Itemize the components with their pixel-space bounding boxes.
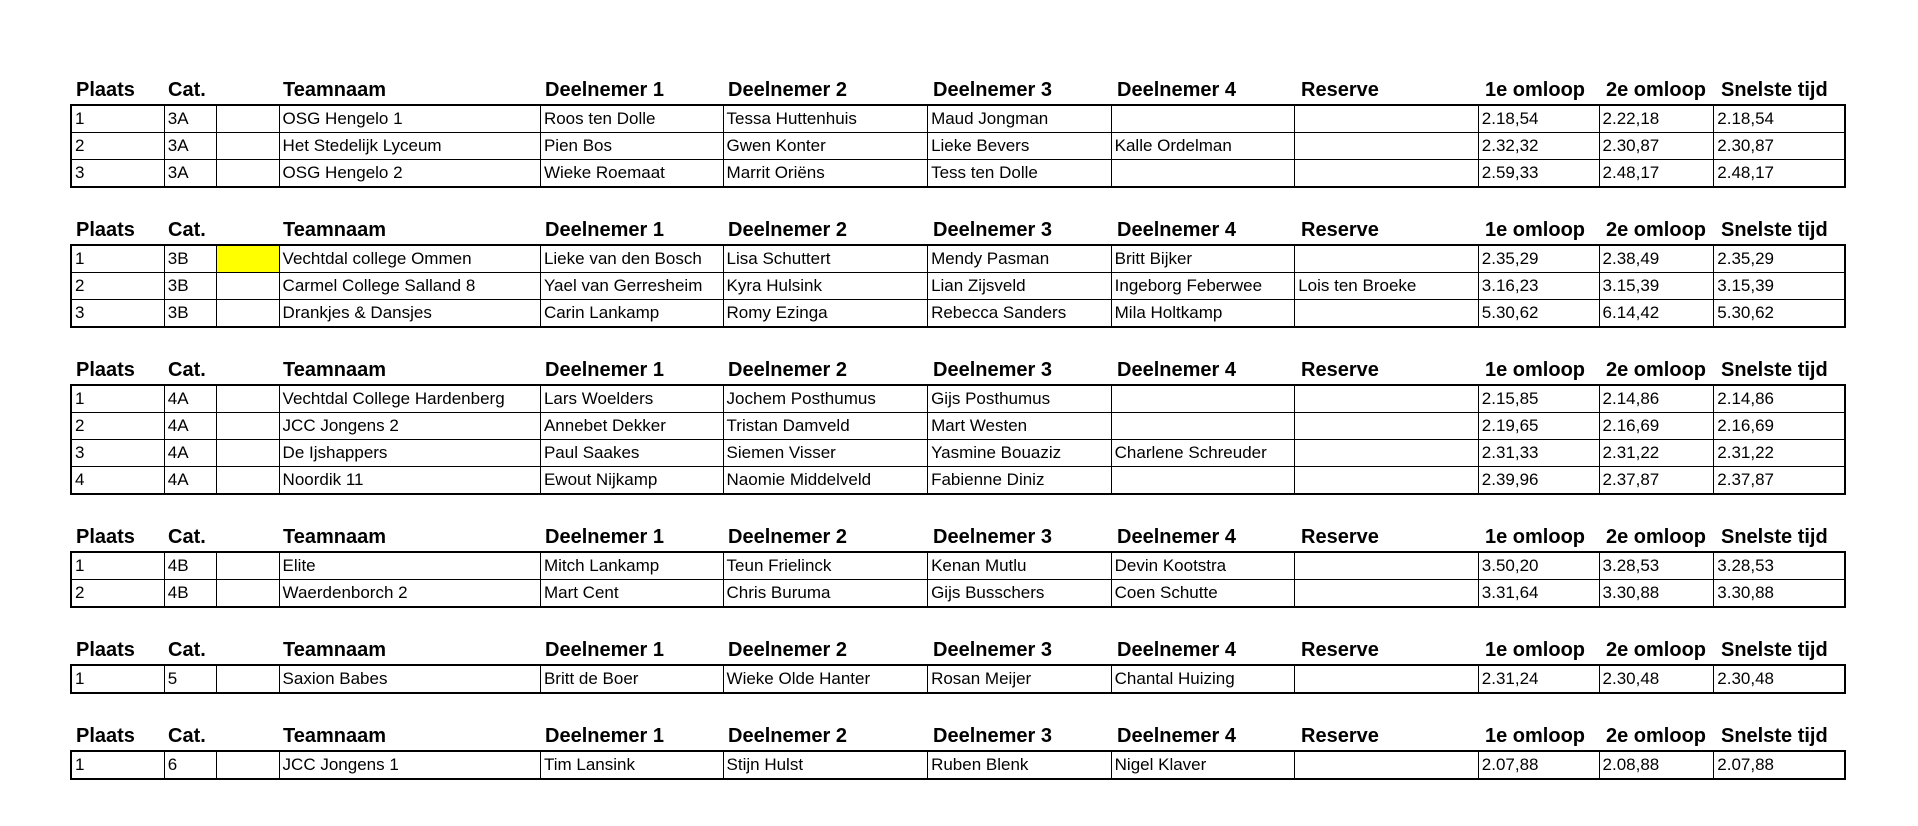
cell-reserve[interactable] <box>1294 106 1478 132</box>
results-table <box>70 384 1846 495</box>
cell-deelnemer-3[interactable]: Tess ten Dolle <box>927 160 1111 186</box>
cell-omloop-2[interactable]: 6.14,42 <box>1599 300 1714 326</box>
header-row <box>70 356 1846 384</box>
cell-extra[interactable] <box>216 666 279 692</box>
cell-reserve[interactable] <box>1294 553 1478 579</box>
cell-omloop-1[interactable]: 3.16,23 <box>1478 273 1599 299</box>
cell-teamnaam[interactable]: OSG Hengelo 1 <box>279 106 540 132</box>
header-teamnaam: Teamnaam <box>283 359 387 381</box>
header-omloop-1: 1e omloop <box>1485 219 1586 241</box>
table-row <box>72 752 1844 778</box>
header-omloop-1: 1e omloop <box>1485 359 1586 381</box>
cell-deelnemer-3[interactable]: Rebecca Sanders <box>927 300 1111 326</box>
header-cat: Cat. <box>168 219 206 241</box>
cell-deelnemer-1[interactable]: Wieke Roemaat <box>540 160 723 186</box>
cell-extra[interactable] <box>216 160 279 186</box>
header-plaats: Plaats <box>76 725 135 747</box>
cell-extra[interactable] <box>216 273 279 299</box>
cell-cat[interactable]: 4A <box>164 386 216 412</box>
cell-plaats[interactable]: 1 <box>75 755 85 774</box>
cell-plaats[interactable]: 1 <box>75 109 85 128</box>
cell-reserve[interactable] <box>1294 133 1478 159</box>
cell-teamnaam[interactable]: Het Stedelijk Lyceum <box>279 133 540 159</box>
cell-extra[interactable] <box>216 133 279 159</box>
header-reserve: Reserve <box>1301 359 1379 381</box>
cell-deelnemer-1[interactable]: Pien Bos <box>540 133 723 159</box>
cell-plaats[interactable]: 2 <box>75 136 85 155</box>
header-deelnemer-1: Deelnemer 1 <box>545 359 664 381</box>
cell-deelnemer-1[interactable]: Yael van Gerresheim <box>540 273 723 299</box>
cell-reserve[interactable] <box>1294 467 1478 493</box>
cell-omloop-2[interactable]: 3.15,39 <box>1599 273 1714 299</box>
cell-omloop-2[interactable]: 3.30,88 <box>1599 580 1714 606</box>
cell-omloop-2[interactable]: 2.14,86 <box>1599 386 1714 412</box>
header-teamnaam: Teamnaam <box>283 725 387 747</box>
cell-deelnemer-3[interactable]: Yasmine Bouaziz <box>927 440 1111 466</box>
header-omloop-1: 1e omloop <box>1485 79 1586 101</box>
cell-teamnaam[interactable]: Drankjes & Dansjes <box>279 300 540 326</box>
header-plaats: Plaats <box>76 79 135 101</box>
cell-omloop-1[interactable]: 3.50,20 <box>1478 553 1599 579</box>
cell-deelnemer-4[interactable] <box>1111 160 1295 186</box>
cell-deelnemer-4[interactable]: Chantal Huizing <box>1111 666 1295 692</box>
cell-deelnemer-1[interactable]: Roos ten Dolle <box>540 106 723 132</box>
header-deelnemer-1: Deelnemer 1 <box>545 639 664 661</box>
cell-deelnemer-3[interactable]: Mendy Pasman <box>927 246 1111 272</box>
results-table <box>70 244 1846 328</box>
header-omloop-1: 1e omloop <box>1485 639 1586 661</box>
header-deelnemer-2: Deelnemer 2 <box>728 725 847 747</box>
cell-plaats[interactable]: 1 <box>75 389 85 408</box>
table-row <box>72 412 1844 439</box>
header-teamnaam: Teamnaam <box>283 79 387 101</box>
cell-deelnemer-3[interactable]: Gijs Busschers <box>927 580 1111 606</box>
cell-cat[interactable]: 3A <box>164 133 216 159</box>
cell-deelnemer-2[interactable]: Wieke Olde Hanter <box>723 666 928 692</box>
header-reserve: Reserve <box>1301 526 1379 548</box>
cell-teamnaam[interactable]: JCC Jongens 1 <box>279 752 540 778</box>
cell-reserve[interactable] <box>1294 752 1478 778</box>
cell-omloop-1[interactable]: 2.07,88 <box>1478 752 1599 778</box>
cell-deelnemer-2[interactable]: Marrit Oriëns <box>723 160 928 186</box>
cell-omloop-1[interactable]: 2.31,24 <box>1478 666 1599 692</box>
table-row <box>72 132 1844 159</box>
cell-deelnemer-4[interactable]: Charlene Schreuder <box>1111 440 1295 466</box>
header-deelnemer-4: Deelnemer 4 <box>1117 219 1236 241</box>
cell-extra[interactable] <box>216 386 279 412</box>
cell-omloop-1[interactable]: 2.18,54 <box>1478 106 1599 132</box>
cell-snelste-tijd[interactable]: 2.31,22 <box>1713 440 1844 466</box>
table-row <box>72 246 1844 272</box>
cell-extra[interactable] <box>216 413 279 439</box>
cell-deelnemer-1[interactable]: Tim Lansink <box>540 752 723 778</box>
cell-reserve[interactable]: Lois ten Broeke <box>1294 273 1478 299</box>
header-cat: Cat. <box>168 526 206 548</box>
cell-deelnemer-3[interactable]: Kenan Mutlu <box>927 553 1111 579</box>
header-omloop-2: 2e omloop <box>1606 526 1707 548</box>
cell-omloop-2[interactable]: 2.48,17 <box>1599 160 1714 186</box>
header-deelnemer-4: Deelnemer 4 <box>1117 639 1236 661</box>
cell-reserve[interactable] <box>1294 413 1478 439</box>
cell-snelste-tijd[interactable]: 2.16,69 <box>1713 413 1844 439</box>
header-deelnemer-3: Deelnemer 3 <box>933 79 1052 101</box>
cell-teamnaam[interactable]: Waerdenborch 2 <box>279 580 540 606</box>
cell-deelnemer-1[interactable]: Mart Cent <box>540 580 723 606</box>
header-cat: Cat. <box>168 725 206 747</box>
results-table <box>70 664 1846 694</box>
cell-teamnaam[interactable]: OSG Hengelo 2 <box>279 160 540 186</box>
cell-omloop-2[interactable]: 2.30,48 <box>1599 666 1714 692</box>
cell-omloop-2[interactable]: 3.28,53 <box>1599 553 1714 579</box>
cell-teamnaam[interactable]: Vechtdal college Ommen <box>279 246 540 272</box>
cell-cat[interactable]: 3B <box>164 246 216 272</box>
header-plaats: Plaats <box>76 219 135 241</box>
header-plaats: Plaats <box>76 359 135 381</box>
cell-cat[interactable]: 3B <box>164 300 216 326</box>
cell-deelnemer-2[interactable]: Romy Ezinga <box>723 300 928 326</box>
table-row <box>72 553 1844 579</box>
cell-deelnemer-1[interactable]: Annebet Dekker <box>540 413 723 439</box>
header-omloop-1: 1e omloop <box>1485 725 1586 747</box>
header-snelste-tijd: Snelste tijd <box>1721 219 1828 241</box>
cell-deelnemer-2[interactable]: Kyra Hulsink <box>723 273 928 299</box>
header-teamnaam: Teamnaam <box>283 639 387 661</box>
cell-reserve[interactable] <box>1294 580 1478 606</box>
cell-reserve[interactable] <box>1294 666 1478 692</box>
cell-teamnaam[interactable]: Saxion Babes <box>279 666 540 692</box>
cell-plaats[interactable]: 2 <box>75 583 85 602</box>
results-table <box>70 551 1846 608</box>
header-deelnemer-2: Deelnemer 2 <box>728 526 847 548</box>
cell-deelnemer-2[interactable]: Tristan Damveld <box>723 413 928 439</box>
cell-deelnemer-4[interactable] <box>1111 386 1295 412</box>
header-deelnemer-3: Deelnemer 3 <box>933 639 1052 661</box>
table-row <box>72 106 1844 132</box>
cell-deelnemer-3[interactable]: Fabienne Diniz <box>927 467 1111 493</box>
cell-omloop-1[interactable]: 2.59,33 <box>1478 160 1599 186</box>
cell-deelnemer-3[interactable]: Maud Jongman <box>927 106 1111 132</box>
header-omloop-2: 2e omloop <box>1606 639 1707 661</box>
table-row <box>72 439 1844 466</box>
cell-extra[interactable] <box>216 553 279 579</box>
cell-snelste-tijd[interactable]: 2.18,54 <box>1713 106 1844 132</box>
cell-cat[interactable]: 4A <box>164 413 216 439</box>
cell-teamnaam[interactable]: Noordik 11 <box>279 467 540 493</box>
cell-teamnaam[interactable]: Elite <box>279 553 540 579</box>
header-cat: Cat. <box>168 359 206 381</box>
cell-deelnemer-4[interactable] <box>1111 106 1295 132</box>
cell-plaats[interactable]: 3 <box>75 443 85 462</box>
cell-deelnemer-3[interactable]: Rosan Meijer <box>927 666 1111 692</box>
header-cat: Cat. <box>168 79 206 101</box>
cell-plaats[interactable]: 4 <box>75 470 85 489</box>
header-reserve: Reserve <box>1301 725 1379 747</box>
header-snelste-tijd: Snelste tijd <box>1721 359 1828 381</box>
table-row <box>72 386 1844 412</box>
header-omloop-1: 1e omloop <box>1485 526 1586 548</box>
header-omloop-2: 2e omloop <box>1606 725 1707 747</box>
header-deelnemer-1: Deelnemer 1 <box>545 79 664 101</box>
cell-cat[interactable]: 3A <box>164 160 216 186</box>
cell-deelnemer-1[interactable]: Britt de Boer <box>540 666 723 692</box>
cell-omloop-2[interactable]: 2.38,49 <box>1599 246 1714 272</box>
header-deelnemer-3: Deelnemer 3 <box>933 526 1052 548</box>
cell-plaats[interactable]: 1 <box>75 249 85 268</box>
cell-snelste-tijd[interactable]: 2.14,86 <box>1713 386 1844 412</box>
cell-snelste-tijd[interactable]: 2.07,88 <box>1713 752 1844 778</box>
cell-snelste-tijd[interactable]: 2.35,29 <box>1713 246 1844 272</box>
header-row <box>70 523 1846 551</box>
cell-cat[interactable]: 4B <box>164 580 216 606</box>
header-reserve: Reserve <box>1301 639 1379 661</box>
cell-extra[interactable] <box>216 440 279 466</box>
cell-teamnaam[interactable]: Vechtdal College Hardenberg <box>279 386 540 412</box>
header-teamnaam: Teamnaam <box>283 526 387 548</box>
header-deelnemer-3: Deelnemer 3 <box>933 219 1052 241</box>
cell-cat[interactable]: 3B <box>164 273 216 299</box>
header-deelnemer-1: Deelnemer 1 <box>545 526 664 548</box>
cell-snelste-tijd[interactable]: 3.15,39 <box>1713 273 1844 299</box>
cell-reserve[interactable] <box>1294 386 1478 412</box>
header-row <box>70 722 1846 750</box>
cell-plaats[interactable]: 2 <box>75 416 85 435</box>
table-row <box>72 272 1844 299</box>
header-omloop-2: 2e omloop <box>1606 219 1707 241</box>
table-row <box>72 299 1844 326</box>
header-deelnemer-2: Deelnemer 2 <box>728 219 847 241</box>
cell-deelnemer-1[interactable]: Ewout Nijkamp <box>540 467 723 493</box>
cell-plaats[interactable]: 1 <box>75 556 85 575</box>
cell-extra[interactable] <box>216 752 279 778</box>
header-deelnemer-4: Deelnemer 4 <box>1117 725 1236 747</box>
table-row <box>72 159 1844 186</box>
cell-omloop-2[interactable]: 2.08,88 <box>1599 752 1714 778</box>
cell-snelste-tijd[interactable]: 2.48,17 <box>1713 160 1844 186</box>
cell-plaats[interactable]: 1 <box>75 669 85 688</box>
cell-omloop-1[interactable]: 2.15,85 <box>1478 386 1599 412</box>
header-deelnemer-2: Deelnemer 2 <box>728 79 847 101</box>
header-snelste-tijd: Snelste tijd <box>1721 639 1828 661</box>
results-table <box>70 104 1846 188</box>
cell-reserve[interactable] <box>1294 160 1478 186</box>
cell-extra[interactable] <box>216 580 279 606</box>
cell-teamnaam[interactable]: Carmel College Salland 8 <box>279 273 540 299</box>
header-reserve: Reserve <box>1301 79 1379 101</box>
cell-omloop-1[interactable]: 5.30,62 <box>1478 300 1599 326</box>
results-section <box>70 216 1846 328</box>
results-section <box>70 76 1846 188</box>
cell-deelnemer-4[interactable]: Kalle Ordelman <box>1111 133 1295 159</box>
cell-deelnemer-3[interactable]: Lieke Bevers <box>927 133 1111 159</box>
table-row <box>72 579 1844 606</box>
cell-extra[interactable] <box>216 300 279 326</box>
cell-snelste-tijd[interactable]: 2.30,48 <box>1713 666 1844 692</box>
cell-deelnemer-1[interactable]: Paul Saakes <box>540 440 723 466</box>
header-row <box>70 76 1846 104</box>
header-row <box>70 216 1846 244</box>
cell-deelnemer-4[interactable] <box>1111 413 1295 439</box>
cell-deelnemer-2[interactable]: Naomie Middelveld <box>723 467 928 493</box>
cell-deelnemer-2[interactable]: Jochem Posthumus <box>723 386 928 412</box>
cell-omloop-1[interactable]: 2.35,29 <box>1478 246 1599 272</box>
header-omloop-2: 2e omloop <box>1606 359 1707 381</box>
cell-deelnemer-2[interactable]: Siemen Visser <box>723 440 928 466</box>
cell-cat[interactable]: 3A <box>164 106 216 132</box>
cell-omloop-1[interactable]: 2.31,33 <box>1478 440 1599 466</box>
cell-deelnemer-1[interactable]: Lars Woelders <box>540 386 723 412</box>
cell-teamnaam[interactable]: De Ijshappers <box>279 440 540 466</box>
header-deelnemer-1: Deelnemer 1 <box>545 219 664 241</box>
header-teamnaam: Teamnaam <box>283 219 387 241</box>
header-row <box>70 636 1846 664</box>
cell-deelnemer-3[interactable]: Mart Westen <box>927 413 1111 439</box>
cell-extra[interactable] <box>216 467 279 493</box>
cell-teamnaam[interactable]: JCC Jongens 2 <box>279 413 540 439</box>
cell-omloop-1[interactable]: 2.19,65 <box>1478 413 1599 439</box>
cell-reserve[interactable] <box>1294 440 1478 466</box>
header-deelnemer-3: Deelnemer 3 <box>933 725 1052 747</box>
cell-cat[interactable]: 4A <box>164 467 216 493</box>
cell-snelste-tijd[interactable]: 3.30,88 <box>1713 580 1844 606</box>
header-plaats: Plaats <box>76 639 135 661</box>
header-deelnemer-4: Deelnemer 4 <box>1117 79 1236 101</box>
results-table <box>70 750 1846 780</box>
table-row <box>72 466 1844 493</box>
cell-omloop-2[interactable]: 2.30,87 <box>1599 133 1714 159</box>
header-reserve: Reserve <box>1301 219 1379 241</box>
cell-plaats[interactable]: 3 <box>75 303 85 322</box>
cell-reserve[interactable] <box>1294 246 1478 272</box>
header-omloop-2: 2e omloop <box>1606 79 1707 101</box>
cell-omloop-1[interactable]: 2.39,96 <box>1478 467 1599 493</box>
cell-plaats[interactable]: 3 <box>75 163 85 182</box>
cell-snelste-tijd[interactable]: 3.28,53 <box>1713 553 1844 579</box>
results-sheet <box>70 76 1846 808</box>
cell-deelnemer-4[interactable]: Devin Kootstra <box>1111 553 1295 579</box>
cell-cat[interactable]: 5 <box>164 666 216 692</box>
cell-cat[interactable]: 4B <box>164 553 216 579</box>
cell-deelnemer-2[interactable]: Stijn Hulst <box>723 752 928 778</box>
cell-deelnemer-4[interactable]: Coen Schutte <box>1111 580 1295 606</box>
cell-omloop-1[interactable]: 2.32,32 <box>1478 133 1599 159</box>
cell-plaats[interactable]: 2 <box>75 276 85 295</box>
cell-deelnemer-3[interactable]: Gijs Posthumus <box>927 386 1111 412</box>
results-section <box>70 523 1846 608</box>
results-section <box>70 356 1846 495</box>
cell-deelnemer-4[interactable]: Mila Holtkamp <box>1111 300 1295 326</box>
header-snelste-tijd: Snelste tijd <box>1721 526 1828 548</box>
results-section <box>70 636 1846 694</box>
cell-deelnemer-4[interactable]: Ingeborg Feberwee <box>1111 273 1295 299</box>
cell-cat[interactable]: 6 <box>164 752 216 778</box>
cell-deelnemer-1[interactable]: Carin Lankamp <box>540 300 723 326</box>
cell-deelnemer-2[interactable]: Gwen Konter <box>723 133 928 159</box>
cell-deelnemer-1[interactable]: Lieke van den Bosch <box>540 246 723 272</box>
cell-deelnemer-2[interactable]: Teun Frielinck <box>723 553 928 579</box>
header-deelnemer-3: Deelnemer 3 <box>933 359 1052 381</box>
header-cat: Cat. <box>168 639 206 661</box>
cell-snelste-tijd[interactable]: 2.30,87 <box>1713 133 1844 159</box>
cell-extra[interactable] <box>216 246 279 272</box>
table-row <box>72 666 1844 692</box>
cell-deelnemer-2[interactable]: Lisa Schuttert <box>723 246 928 272</box>
header-snelste-tijd: Snelste tijd <box>1721 725 1828 747</box>
cell-extra[interactable] <box>216 106 279 132</box>
header-deelnemer-4: Deelnemer 4 <box>1117 526 1236 548</box>
cell-omloop-1[interactable]: 3.31,64 <box>1478 580 1599 606</box>
cell-snelste-tijd[interactable]: 2.37,87 <box>1713 467 1844 493</box>
cell-deelnemer-4[interactable] <box>1111 467 1295 493</box>
cell-deelnemer-4[interactable]: Nigel Klaver <box>1111 752 1295 778</box>
cell-cat[interactable]: 4A <box>164 440 216 466</box>
header-deelnemer-1: Deelnemer 1 <box>545 725 664 747</box>
header-deelnemer-2: Deelnemer 2 <box>728 639 847 661</box>
cell-deelnemer-4[interactable]: Britt Bijker <box>1111 246 1295 272</box>
cell-deelnemer-3[interactable]: Lian Zijsveld <box>927 273 1111 299</box>
header-deelnemer-4: Deelnemer 4 <box>1117 359 1236 381</box>
results-section <box>70 722 1846 780</box>
cell-deelnemer-2[interactable]: Chris Buruma <box>723 580 928 606</box>
cell-reserve[interactable] <box>1294 300 1478 326</box>
header-snelste-tijd: Snelste tijd <box>1721 79 1828 101</box>
cell-snelste-tijd[interactable]: 5.30,62 <box>1713 300 1844 326</box>
cell-deelnemer-1[interactable]: Mitch Lankamp <box>540 553 723 579</box>
header-deelnemer-2: Deelnemer 2 <box>728 359 847 381</box>
cell-omloop-2[interactable]: 2.22,18 <box>1599 106 1714 132</box>
header-plaats: Plaats <box>76 526 135 548</box>
cell-omloop-2[interactable]: 2.16,69 <box>1599 413 1714 439</box>
cell-omloop-2[interactable]: 2.31,22 <box>1599 440 1714 466</box>
cell-deelnemer-3[interactable]: Ruben Blenk <box>927 752 1111 778</box>
cell-deelnemer-2[interactable]: Tessa Huttenhuis <box>723 106 928 132</box>
cell-omloop-2[interactable]: 2.37,87 <box>1599 467 1714 493</box>
